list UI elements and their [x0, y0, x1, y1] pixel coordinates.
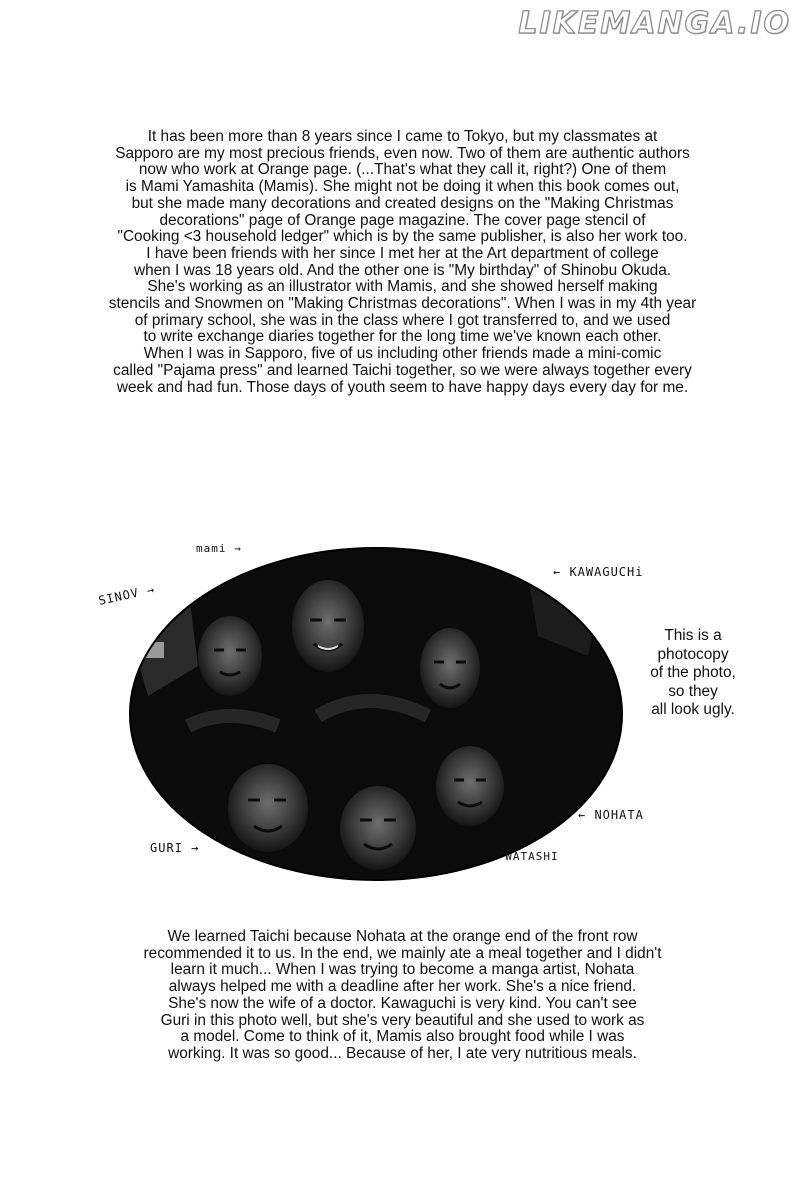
text-line: Guri in this photo well, but she's very beautiful and she used to work as: [160, 1011, 645, 1029]
text-line: but she made many decorations and created designs on the "Making Christmas: [131, 194, 674, 212]
face-guri: [228, 764, 308, 852]
text-line: is Mami Yamashita (Mamis). She might not be doing it when this book comes out,: [125, 178, 680, 196]
label-guri: GURI →: [150, 841, 200, 855]
caption-line: photocopy: [657, 645, 729, 663]
intro-paragraph: [70, 129, 735, 396]
text-line: to write exchange diaries together for the long time we've known each other.: [143, 328, 662, 346]
text-line: She's working as an illustrator with Mamis, and she showed herself making: [147, 278, 658, 296]
text-line: "Cooking <3 household ledger" which is by the same publisher, is also her work too.: [117, 228, 688, 246]
text-line: Sapporo are my most precious friends, even now. Two of them are authentic authors: [115, 144, 690, 162]
caption-line: all look ugly.: [651, 701, 735, 718]
label-watashi: ← WATASHI: [490, 850, 559, 863]
caption-line: This is a: [664, 627, 722, 644]
face-sinov: [198, 616, 262, 696]
group-photo: [128, 546, 624, 882]
face-nohata: [436, 746, 504, 826]
caption-line: so they: [668, 682, 718, 700]
text-line: stencils and Snowmen on "Making Christmas decorations". When I was in my 4th year: [108, 295, 697, 313]
face-mami: [292, 580, 364, 672]
text-line: decorations" page of Orange page magazine. The cover page stencil of: [159, 211, 646, 229]
label-nohata: ← NOHATA: [578, 808, 644, 822]
text-line: when I was 18 years old. And the other one is "My birthday" of Shinobu Okuda.: [133, 261, 672, 279]
text-line: She's now the wife of a doctor. Kawaguchi is very kind. You can't see: [168, 994, 637, 1012]
text-line: now who work at Orange page. (...That's what they call it, right?) One of them: [138, 161, 667, 179]
face-watashi: [340, 786, 416, 870]
text-line: called "Pajama press" and learned Taichi together, so we were always together every: [113, 361, 692, 379]
caption-line: of the photo,: [650, 664, 736, 681]
text-line: of primary school, she was in the class where I got transferred to, and we used: [134, 311, 671, 329]
text-line: learn it much... When I was trying to become a manga artist, Nohata: [170, 961, 635, 979]
label-sinov: SINOV →: [97, 582, 157, 608]
text-line: It has been more than 8 years since I came to Tokyo, but my classmates at: [147, 128, 658, 145]
text-line: week and had fun. Those days of youth seem to have happy days every day for me.: [116, 378, 689, 396]
text-line: We learned Taichi because Nohata at the orange end of the front row: [167, 928, 638, 945]
closing-paragraph: [70, 929, 735, 1063]
watermark-logo: LIKEMANGA.IO: [518, 6, 791, 41]
face-kawaguchi: [420, 628, 480, 708]
text-line: I have been friends with her since I met her at the Art department of college: [146, 244, 659, 262]
text-line: recommended it to us. In the end, we mainly ate a meal together and I didn't: [143, 944, 662, 962]
text-line: a model. Come to think of it, Mamis also brought food while I was: [180, 1028, 625, 1046]
photo-caption: [633, 627, 753, 720]
text-line: When I was in Sapporo, five of us including other friends made a mini-comic: [143, 345, 662, 363]
label-kawaguchi: ← KAWAGUCHi: [553, 565, 644, 579]
label-mami: mami →: [196, 542, 242, 555]
text-line: working. It was so good... Because of her, I ate very nutritious meals.: [168, 1044, 637, 1062]
text-line: always helped me with a deadline after her work. She's a nice friend.: [168, 978, 637, 996]
